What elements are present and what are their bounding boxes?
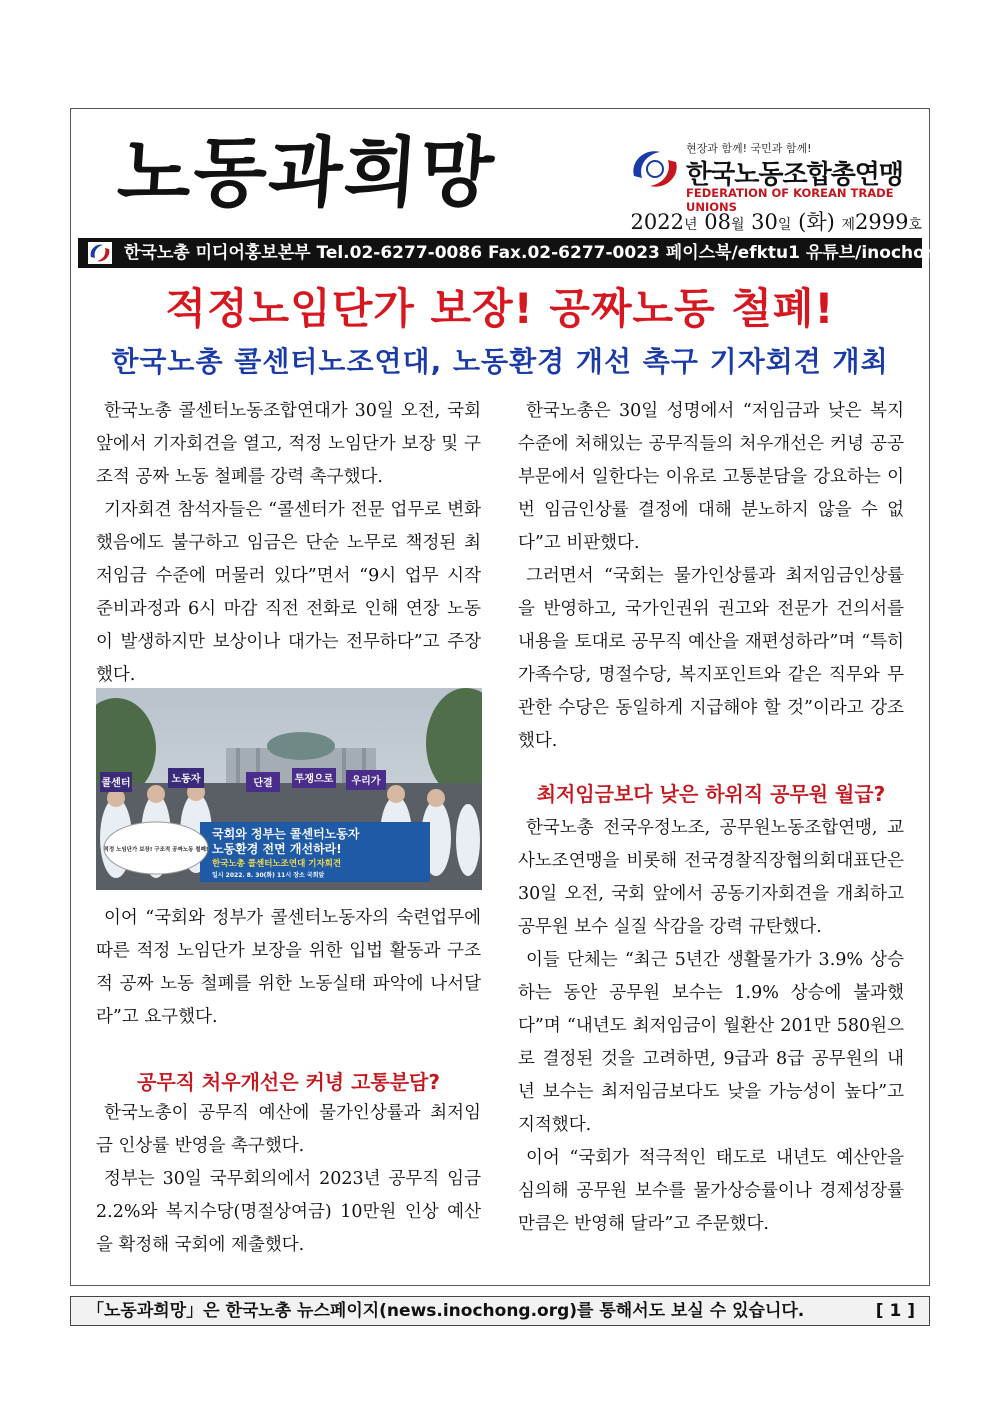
paragraph: 그러면서 “국회는 물가인상률과 최저임금인상률을 반영하고, 국가인권위 권고와 전문가 건의서를 내용을 토대로 공무직 예산을 재편성하라”며 “특히 가족수당, 명절수당, 복지포인트와 같은 직무와 무관한 수당은 동일하게 지급해야 할 것”이라고 강조했다. <box>518 566 904 751</box>
left-column-top <box>96 395 481 692</box>
paragraph: 기자회견 참석자들은 “콜센터가 전문 업무로 변화했음에도 불구하고 임금은 단순 노무로 책정된 최저임금 수준에 머물러 있다”면서 “9시 업무 시작 준비과정과 6시 마감 직전 전화로 인해 연장 노동이 발생하지만 보상이나 대가는 전무하다”고 주장했다. <box>96 500 481 685</box>
org-name-english: FEDERATION OF KOREAN TRADE UNIONS <box>686 186 894 214</box>
banner-line: 노동환경 전면 개선하라! <box>212 842 342 856</box>
left-column-bottom <box>96 1097 481 1262</box>
issue-dateline <box>631 206 922 236</box>
fktu-small-logo-icon <box>88 242 112 264</box>
footer-bar <box>70 1296 930 1326</box>
page-number: [ 1 ] <box>875 1301 915 1321</box>
number-unit: 호 <box>908 217 922 233</box>
paragraph: 이어 “국회가 적극적인 태도로 내년도 예산안을 심의해 공무원 보수를 물가상승률이나 경제성장률만큼은 반영해 달라”고 주문했다. <box>518 1148 904 1234</box>
org-name: 한국노동조합총연맹 <box>686 160 904 190</box>
number-prefix: 제 <box>841 217 856 233</box>
section-title: 최저임금보다 낮은 하위직 공무원 월급? <box>536 782 886 806</box>
issue-weekday: (화) <box>798 210 835 234</box>
banner-line: 한국노총 콜센터노조연대 기자회견 <box>212 859 342 869</box>
issue-number: 2999 <box>855 210 909 234</box>
paragraph: 한국노총 전국우정노조, 공무원노동조합연맹, 교사노조연맹을 비롯해 전국경찰직장협의회대표단은 30일 오전, 국회 앞에서 공동기자회견을 개최하고 공무원 보수 실질 삭감을 강력 규탄했다. <box>518 818 904 937</box>
placard-text: 단결 <box>253 778 273 789</box>
month-unit: 월 <box>730 217 745 233</box>
placard-text: 투쟁으로 <box>294 774 334 785</box>
year-unit: 년 <box>684 217 698 233</box>
day-unit: 일 <box>777 217 792 233</box>
footer-text: 「노동과희망」은 한국노총 뉴스페이지(news.inochong.org)를 통해서도 보실 수 있습니다. <box>87 1301 805 1321</box>
masthead-title: 노동과희망 <box>114 128 499 217</box>
paragraph: 한국노총이 공무직 예산에 물가인상률과 최저임금 인상률 반영을 촉구했다. <box>96 1103 481 1156</box>
placard-text: 노동자 <box>171 774 201 785</box>
contact-info: 한국노총 미디어홍보본부 Tel.02-6277-0086 Fax.02-6277-0023 페이스북/efktu1 유튜브/inochong <box>124 243 950 263</box>
left-column-middle <box>96 902 481 1034</box>
section-title: 공무직 처우개선은 커녕 고통분담? <box>137 1070 440 1094</box>
headline: 적정노임단가 보장! 공짜노동 철폐! <box>165 284 835 333</box>
issue-year: 2022 <box>630 210 684 234</box>
placard-text: 콜센터 <box>101 778 131 789</box>
placard-text: 우리가 <box>351 776 381 787</box>
issue-month: 08 <box>704 210 731 234</box>
paragraph: 한국노총 콜센터노동조합연대가 30일 오전, 국회 앞에서 기자회견을 열고, 적정 노임단가 보장 및 구조적 공짜 노동 철폐를 강력 촉구했다. <box>96 401 481 487</box>
right-column-bottom <box>518 812 904 1241</box>
right-column-top <box>518 395 904 758</box>
org-block <box>628 140 920 214</box>
issue-day: 30 <box>751 210 778 234</box>
paragraph: 한국노총은 30일 성명에서 “저임금과 낮은 복지 수준에 처해있는 공무직들의 처우개선은 커녕 공공부문에서 일한다는 이유로 고통분담을 강요하는 이번 임금인상률 결정에 대해 분노하지 않을 수 없다”고 비판했다. <box>518 401 904 553</box>
paragraph: 이들 단체는 “최근 5년간 생활물가가 3.9% 상승하는 동안 공무원 보수는 1.9% 상승에 불과했다”며 “내년도 최저임금이 월환산 201만 580원으로 결정된 것을 고려하면, 9급과 8급 공무원의 내년 보수는 최저임금보다도 낮을 가능성이 높다”고 지적했다. <box>518 950 904 1135</box>
press-conference-photo <box>96 688 482 890</box>
org-slogan: 현장과 함께! 국민과 함께! <box>686 142 812 155</box>
subheadline: 한국노총 콜센터노조연대, 노동환경 개선 촉구 기자회견 개최 <box>111 345 889 378</box>
contact-bar <box>78 238 950 268</box>
banner-date: 일시 2022. 8. 30(화) 11시 장소 국회앞 <box>212 872 325 879</box>
banner-line: 국회와 정부는 콜센터노동자 <box>212 827 360 841</box>
paragraph: 이어 “국회와 정부가 콜센터노동자의 숙련업무에 따른 적정 노임단가 보장을 위한 입법 활동과 구조적 공짜 노동 철폐를 위한 노동실태 파악에 나서달라”고 요구했다. <box>96 908 481 1027</box>
fktu-logo-icon <box>628 146 682 192</box>
hand-sign-text: 적정 노임단가 보장! 구조적 공짜노동 철폐! <box>103 847 209 853</box>
paragraph: 정부는 30일 국무회의에서 2023년 공무직 임금 2.2%와 복지수당(명절상여금) 10만원 인상 예산을 확정해 국회에 제출했다. <box>96 1169 481 1255</box>
